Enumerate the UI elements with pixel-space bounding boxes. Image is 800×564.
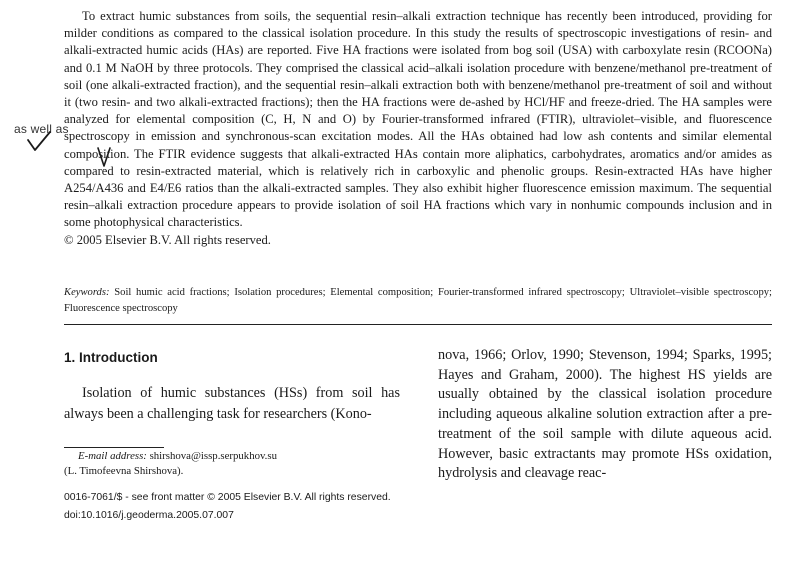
email-address[interactable]: shirshova@issp.serpukhov.su (149, 450, 277, 462)
front-matter (64, 489, 464, 524)
section-heading: 1. Introduction (64, 350, 158, 365)
issn-line: 0016-7061/$ - see front matter © 2005 Elsevier B.V. All rights reserved. (64, 492, 391, 503)
section-divider (64, 324, 772, 325)
abstract-paragraph: To extract humic substances from soils, the sequential resin–alkali extraction technique has recently been introduced, providing for milder conditions as compared to the classical isolation procedure. In this study the results of spectroscopic investigations of resin- and alkali-extracted humic acids (HAs) are reported. Five HA fractions were isolated from bog soil (USA) with carboxylate resin (RCOONa) and 0.1 M NaOH by three protocols. They comprised the classical acid–alkali isolation procedure with benzene/methanol pre-treatment of soil (one alkali-extracted fraction), and the sequential resin–alkali extraction both with benzene/methanol pre-treatment of soil and without it (two resin- and two alkali-extracted fractions); then the HA fractions were de-ashed by HCl/HF and freeze-dried. The HA samples were analyzed for elemental composition (C, H, N and O) by Fourier-transformed infrared (FTIR), ultraviolet–visible, and fluorescence spectroscopy in emission and synchronous-scan excitation modes. All the HAs obtained had low ash contents and similar elemental composition. The FTIR evidence suggests that alkali-extracted HAs contain more aliphatics, carbohydrates, aromatics and/or amides as compared to resin-extracted material, which is relatively rich in carboxylic and phenolic groups. Resin-extracted HAs have higher A254/A436 and E4/E6 ratios than the alkali-extracted samples. They also exhibit higher fluorescence emission maximum. The sequential resin–alkali extraction procedure appears to provide isolation of soil HA fractions which vary in nonhumic compounds inclusion and in some photophysical characteristics. (64, 9, 772, 230)
doi-line[interactable]: doi:10.1016/j.geoderma.2005.07.007 (64, 509, 234, 521)
keywords-label: Keywords: (64, 287, 110, 298)
abstract-copyright: © 2005 Elsevier B.V. All rights reserved. (64, 232, 271, 247)
email-label: E-mail address: (78, 450, 147, 462)
keywords (64, 285, 772, 317)
footnote-divider (64, 447, 164, 448)
handwritten-caret-icon (96, 146, 112, 168)
footnote (64, 449, 400, 479)
author-name: (L. Timofeevna Shirshova). (64, 465, 184, 477)
keywords-text: Soil humic acid fractions; Isolation procedures; Elemental composition; Fourier-transformed infrared spectroscopy; Ultraviolet–visible spectroscopy; Fluorescence spectroscopy (64, 287, 773, 314)
handwritten-annotation: as well as (14, 122, 69, 136)
abstract (64, 8, 772, 249)
handwritten-checkmark-icon (26, 130, 52, 152)
intro-text-left: Isolation of humic substances (HSs) from soil has always been a challenging task for researchers (Kono- (64, 385, 400, 422)
left-column (64, 350, 400, 424)
right-column (438, 346, 772, 484)
intro-text-right: nova, 1966; Orlov, 1990; Stevenson, 1994; Sparks, 1995; Hayes and Graham, 2000). The highest HS yields are usually obtained by the classical isolation procedure including aqueous alkaline solution extraction after a pre-treatment of the soil sample with dilute aqueous acid. However, basic extractants may promote HSs oxidation, hydrolysis and cleavage reac- (438, 347, 772, 482)
